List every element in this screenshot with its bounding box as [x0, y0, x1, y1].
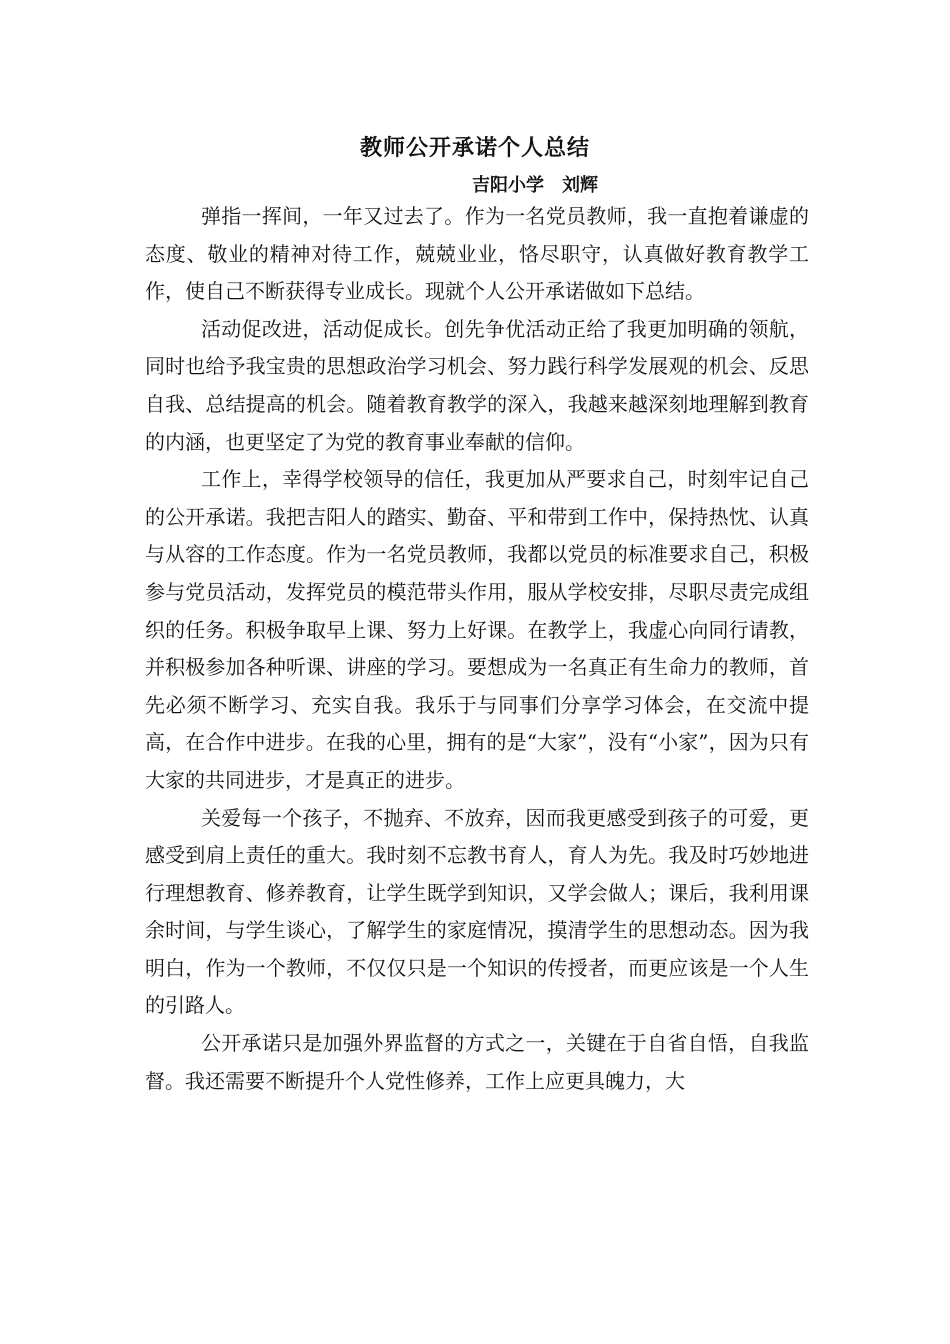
document-body: [145, 198, 809, 1100]
paragraph: 公开承诺只是加强外界监督的方式之一，关键在于自省自悟，自我监督。我还需要不断提升个人党性修养，工作上应更具魄力，大: [145, 1031, 809, 1093]
paragraph: 弹指一挥间，一年又过去了。作为一名党员教师，我一直抱着谦虚的态度、敬业的精神对待工作，兢兢业业，恪尽职守，认真做好教育教学工作，使自己不断获得专业成长。现就个人公开承诺做如下总结。: [145, 204, 809, 304]
paragraph: 工作上，幸得学校领导的信任，我更加从严要求自己，时刻牢记自己的公开承诺。我把吉阳人的踏实、勤奋、平和带到工作中，保持热忱、认真与从容的工作态度。作为一名党员教师，我都以党员的标准要求自己，积极参与党员活动，发挥党员的模范带头作用，服从学校安排，尽职尽责完成组织的任务。积极争取早上课、努力上好课。在教学上，我虚心向同行请教，并积极参加各种听课、讲座的学习。要想成为一名真正有生命力的教师，首先必须不断学习、充实自我。我乐于与同事们分享学习体会，在交流中提高，在合作中进步。在我的心里，拥有的是“大家”，没有“小家”，因为只有大家的共同进步，才是真正的进步。: [145, 467, 809, 792]
author-byline: 吉阳小学 刘辉: [472, 175, 598, 196]
paragraph: 活动促改进，活动促成长。创先争优活动正给了我更加明确的领航，同时也给予我宝贵的思想政治学习机会、努力践行科学发展观的机会、反思自我、总结提高的机会。随着教育教学的深入，我越来越深刻地理解到教育的内涵，也更坚定了为党的教育事业奉献的信仰。: [145, 316, 809, 454]
paragraph: 关爱每一个孩子，不抛弃、不放弃，因而我更感受到孩子的可爱，更感受到肩上责任的重大。我时刻不忘教书育人，育人为先。我及时巧妙地进行理想教育、修养教育，让学生既学到知识，又学会做人；课后，我利用课余时间，与学生谈心，了解学生的家庭情况，摸清学生的思想动态。因为我明白，作为一个教师，不仅仅只是一个知识的传授者，而更应该是一个人生的引路人。: [145, 805, 809, 1018]
document-title: 教师公开承诺个人总结: [359, 136, 590, 161]
